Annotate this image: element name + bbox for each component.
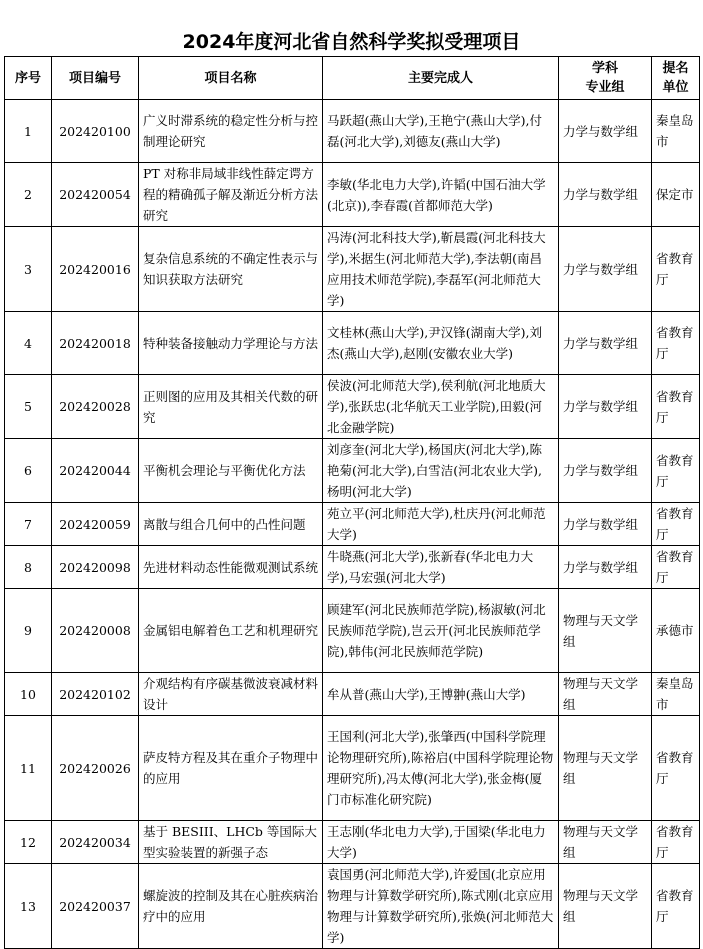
table-row bbox=[5, 589, 700, 673]
discipline-group: 物理与天文学组 bbox=[559, 716, 652, 821]
project-code: 202420102 bbox=[52, 673, 139, 716]
project-name: 广义时滞系统的稳定性分析与控制理论研究 bbox=[139, 100, 323, 163]
completers: 苑立平(河北师范大学),杜庆丹(河北师范大学) bbox=[323, 503, 559, 546]
row-index: 10 bbox=[5, 673, 52, 716]
nominating-unit: 省教育厅 bbox=[652, 312, 700, 375]
row-index: 11 bbox=[5, 716, 52, 821]
project-name: 金属铝电解着色工艺和机理研究 bbox=[139, 589, 323, 673]
project-code: 202420026 bbox=[52, 716, 139, 821]
nominating-unit: 省教育厅 bbox=[652, 375, 700, 439]
header-name: 项目名称 bbox=[139, 57, 323, 100]
completers: 马跃超(燕山大学),王艳宁(燕山大学),付磊(河北大学),刘德友(燕山大学) bbox=[323, 100, 559, 163]
project-code: 202420059 bbox=[52, 503, 139, 546]
completers: 侯波(河北师范大学),侯利航(河北地质大学),张跃忠(北华航天工业学院),田毅(河北金融学院) bbox=[323, 375, 559, 439]
project-name: 复杂信息系统的不确定性表示与知识获取方法研究 bbox=[139, 227, 323, 312]
project-name: 平衡机会理论与平衡优化方法 bbox=[139, 439, 323, 503]
completers: 王志刚(华北电力大学),于国梁(华北电力大学) bbox=[323, 821, 559, 864]
table-row bbox=[5, 439, 700, 503]
project-name: 萨皮特方程及其在重介子物理中的应用 bbox=[139, 716, 323, 821]
project-code: 202420008 bbox=[52, 589, 139, 673]
header-unit: 提名 单位 bbox=[652, 57, 700, 100]
page-title: 2024年度河北省自然科学奖拟受理项目 bbox=[182, 31, 521, 53]
nominating-unit: 秦皇岛市 bbox=[652, 673, 700, 716]
row-index: 1 bbox=[5, 100, 52, 163]
completers: 牟从普(燕山大学),王博翀(燕山大学) bbox=[323, 673, 559, 716]
row-index: 13 bbox=[5, 864, 52, 949]
row-index: 7 bbox=[5, 503, 52, 546]
table-row bbox=[5, 864, 700, 949]
completers: 文桂林(燕山大学),尹汉锋(湖南大学),刘杰(燕山大学),赵刚(安徽农业大学) bbox=[323, 312, 559, 375]
project-name: 先进材料动态性能微观测试系统 bbox=[139, 546, 323, 589]
completers: 李敏(华北电力大学),许韬(中国石油大学(北京)),李春霞(首都师范大学) bbox=[323, 163, 559, 227]
project-code: 202420028 bbox=[52, 375, 139, 439]
discipline-group: 力学与数学组 bbox=[559, 503, 652, 546]
discipline-group: 物理与天文学组 bbox=[559, 673, 652, 716]
table-row bbox=[5, 716, 700, 821]
table-row bbox=[5, 312, 700, 375]
row-index: 12 bbox=[5, 821, 52, 864]
discipline-group: 力学与数学组 bbox=[559, 312, 652, 375]
project-code: 202420016 bbox=[52, 227, 139, 312]
nominating-unit: 承德市 bbox=[652, 589, 700, 673]
row-index: 8 bbox=[5, 546, 52, 589]
header-group: 学科 专业组 bbox=[559, 57, 652, 100]
project-code: 202420018 bbox=[52, 312, 139, 375]
discipline-group: 力学与数学组 bbox=[559, 100, 652, 163]
project-name: 螺旋波的控制及其在心脏疾病治疗中的应用 bbox=[139, 864, 323, 949]
completers: 刘彦奎(河北大学),杨国庆(河北大学),陈艳菊(河北大学),白雪洁(河北农业大学),杨明(河北大学) bbox=[323, 439, 559, 503]
completers: 王国利(河北大学),张肇西(中国科学院理论物理研究所),陈裕启(中国科学院理论物理研究所),冯太傅(河北大学),张金梅(厦门市标准化研究院) bbox=[323, 716, 559, 821]
nominating-unit: 省教育厅 bbox=[652, 439, 700, 503]
table-row bbox=[5, 821, 700, 864]
project-code: 202420034 bbox=[52, 821, 139, 864]
nominating-unit: 保定市 bbox=[652, 163, 700, 227]
header-people: 主要完成人 bbox=[323, 57, 559, 100]
row-index: 4 bbox=[5, 312, 52, 375]
completers: 袁国勇(河北师范大学),许爱国(北京应用物理与计算数学研究所),陈式刚(北京应用物理与计算数学研究所),张焕(河北师范大学) bbox=[323, 864, 559, 949]
nominating-unit: 秦皇岛市 bbox=[652, 100, 700, 163]
table-row bbox=[5, 375, 700, 439]
table-body bbox=[5, 100, 700, 949]
project-name: PT 对称非局域非线性薛定谔方程的精确孤子解及渐近分析方法研究 bbox=[139, 163, 323, 227]
project-name: 正则图的应用及其相关代数的研究 bbox=[139, 375, 323, 439]
header-row bbox=[5, 57, 700, 100]
table-row bbox=[5, 546, 700, 589]
table-row bbox=[5, 503, 700, 546]
project-name: 基于 BESIII、LHCb 等国际大型实验装置的新强子态 bbox=[139, 821, 323, 864]
nominating-unit: 省教育厅 bbox=[652, 546, 700, 589]
completers: 顾建军(河北民族师范学院),杨淑敏(河北民族师范学院),岂云开(河北民族师范学院),韩伟(河北民族师范学院) bbox=[323, 589, 559, 673]
table-row bbox=[5, 227, 700, 312]
table-row bbox=[5, 163, 700, 227]
project-table bbox=[4, 56, 700, 949]
project-name: 介观结构有序碳基微波衰减材料设计 bbox=[139, 673, 323, 716]
nominating-unit: 省教育厅 bbox=[652, 821, 700, 864]
discipline-group: 力学与数学组 bbox=[559, 227, 652, 312]
discipline-group: 力学与数学组 bbox=[559, 163, 652, 227]
row-index: 2 bbox=[5, 163, 52, 227]
discipline-group: 力学与数学组 bbox=[559, 439, 652, 503]
project-code: 202420037 bbox=[52, 864, 139, 949]
nominating-unit: 省教育厅 bbox=[652, 503, 700, 546]
discipline-group: 力学与数学组 bbox=[559, 546, 652, 589]
project-name: 特种装备接触动力学理论与方法 bbox=[139, 312, 323, 375]
nominating-unit: 省教育厅 bbox=[652, 864, 700, 949]
table-row bbox=[5, 100, 700, 163]
project-code: 202420054 bbox=[52, 163, 139, 227]
discipline-group: 物理与天文学组 bbox=[559, 864, 652, 949]
completers: 牛晓燕(河北大学),张新春(华北电力大学),马宏强(河北大学) bbox=[323, 546, 559, 589]
project-code: 202420044 bbox=[52, 439, 139, 503]
row-index: 9 bbox=[5, 589, 52, 673]
table-row bbox=[5, 673, 700, 716]
completers: 冯涛(河北科技大学),靳晨霞(河北科技大学),米据生(河北师范大学),李法朝(南昌应用技术师范学院),李磊军(河北师范大学) bbox=[323, 227, 559, 312]
row-index: 5 bbox=[5, 375, 52, 439]
discipline-group: 物理与天文学组 bbox=[559, 821, 652, 864]
header-index: 序号 bbox=[5, 57, 52, 100]
nominating-unit: 省教育厅 bbox=[652, 716, 700, 821]
project-code: 202420098 bbox=[52, 546, 139, 589]
nominating-unit: 省教育厅 bbox=[652, 227, 700, 312]
discipline-group: 物理与天文学组 bbox=[559, 589, 652, 673]
project-name: 离散与组合几何中的凸性问题 bbox=[139, 503, 323, 546]
header-code: 项目编号 bbox=[52, 57, 139, 100]
discipline-group: 力学与数学组 bbox=[559, 375, 652, 439]
project-code: 202420100 bbox=[52, 100, 139, 163]
row-index: 6 bbox=[5, 439, 52, 503]
row-index: 3 bbox=[5, 227, 52, 312]
